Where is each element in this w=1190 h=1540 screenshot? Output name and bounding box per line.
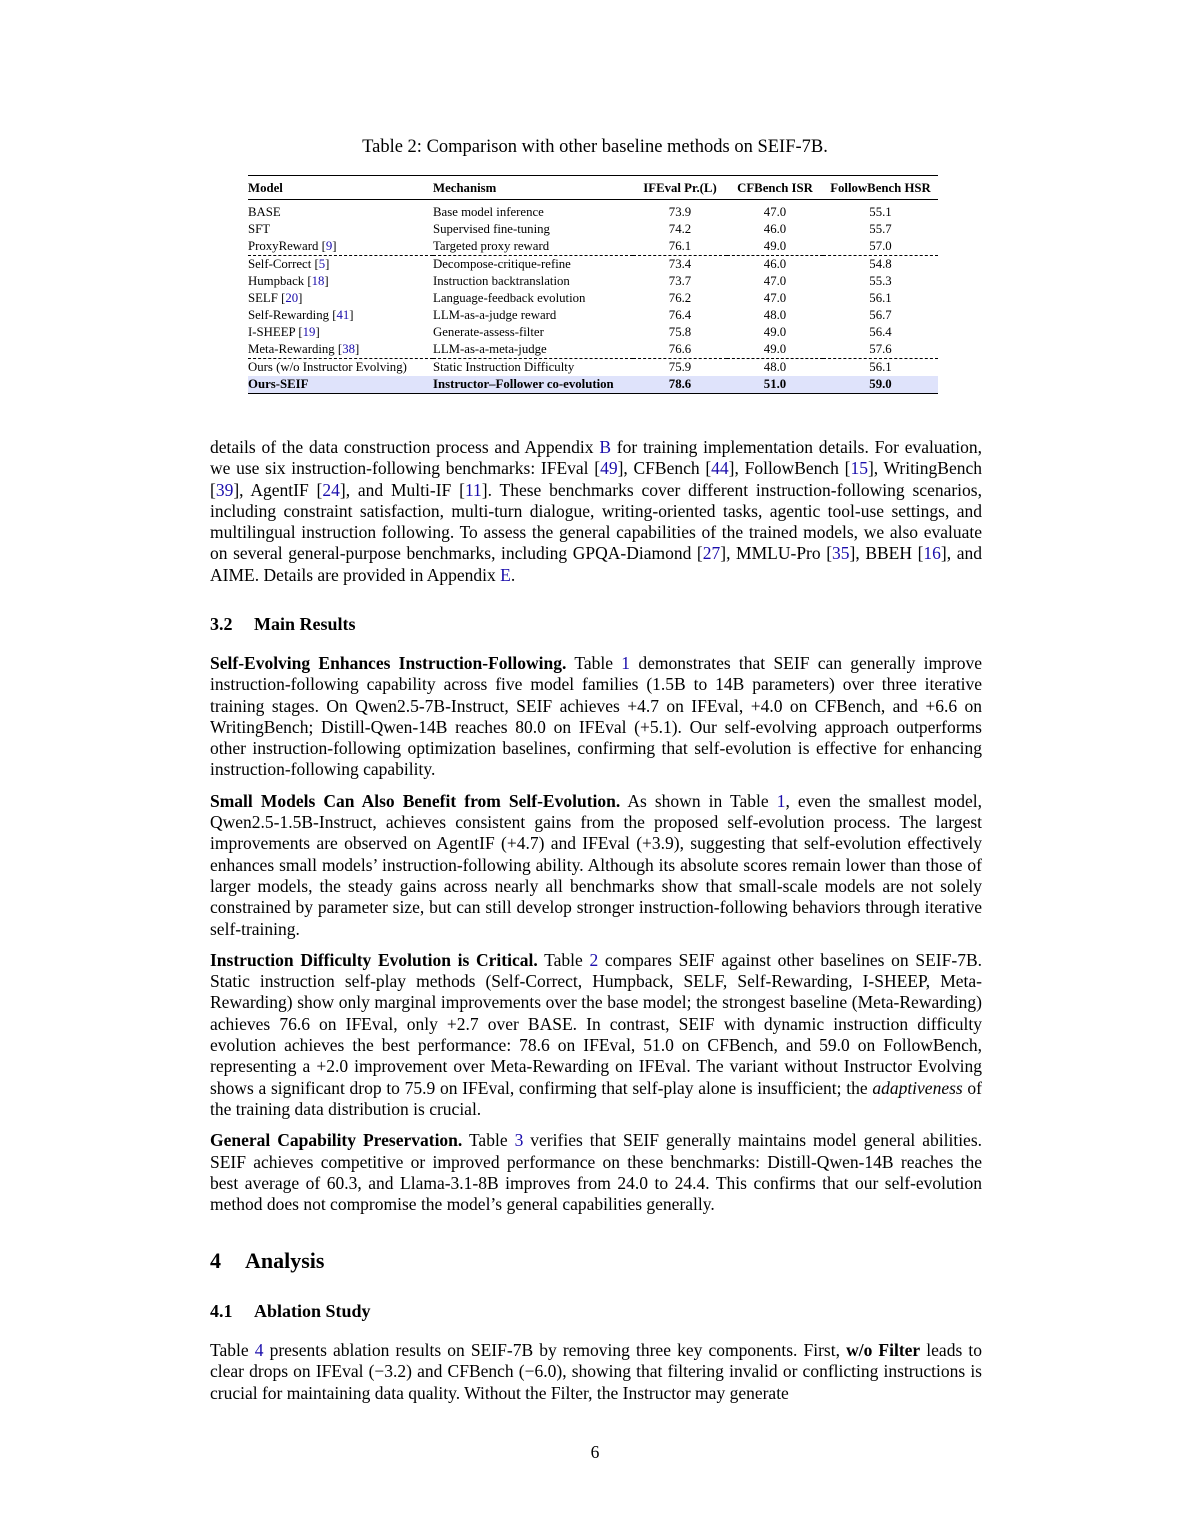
cell-model: Self-Correct [5] (248, 257, 330, 271)
result-paragraph: Self-Evolving Enhances Instruction-Following. Table 1 demonstrates that SEIF can generally improve instruction-following capability across five model families (1.5B to 14B parameters) over three iterative training stages. On Qwen2.5-7B-Instruct, SEIF achieves +4.7 on IFEval, +4.0 on CFBench, and +6.6 on WritingBench; Distill-Qwen-14B reaches 80.0 on IFEval (+5.1). Our self-evolving approach outperforms other instruction-following optimization baselines, confirming that self-evolution is effective for enhancing instruction-following capability. (210, 653, 982, 780)
section-4-heading (210, 1248, 324, 1274)
cell-mechanism: LLM-as-a-meta-judge (433, 341, 633, 359)
cell-model: Self-Rewarding [41] (248, 308, 354, 322)
col-header-cfbench: CFBench ISR (727, 176, 823, 200)
citation-link[interactable]: 35 (832, 543, 850, 564)
cell-ifeval: 76.1 (633, 238, 727, 256)
table-row (248, 307, 938, 324)
table-row (248, 341, 938, 359)
cell-mechanism: Supervised fine-tuning (433, 222, 550, 236)
cell-model: Ours (w/o Instructor Evolving) (248, 360, 407, 374)
cell-ifeval: 76.4 (668, 308, 692, 322)
cell-model: Meta-Rewarding [38] (248, 341, 433, 359)
table-body (248, 200, 938, 394)
table-row (248, 324, 938, 341)
cell-model: BASE (248, 205, 281, 219)
citation-link[interactable]: 11 (464, 479, 482, 500)
cell-followbench: 57.6 (823, 341, 938, 359)
cell-cfbench: 51.0 (727, 376, 823, 394)
citation-link[interactable]: 39 (215, 479, 234, 500)
paragraph-lead: Small Models Can Also Benefit from Self-Evolution. (210, 790, 621, 811)
section-3-2-heading (210, 614, 356, 635)
citation-link[interactable]: 41 (336, 308, 350, 322)
cell-ifeval: 73.4 (668, 257, 692, 271)
table-link[interactable]: 2 (589, 949, 599, 970)
table-link[interactable]: 1 (621, 653, 631, 673)
cell-mechanism: LLM-as-a-judge reward (433, 308, 557, 322)
cell-ifeval: 76.2 (668, 291, 692, 305)
paragraph-lead: General Capability Preservation. (210, 1130, 463, 1151)
cell-model: Humpback [18] (248, 274, 329, 288)
citation-link[interactable]: 15 (850, 458, 868, 479)
emphasis: adaptiveness (872, 1077, 963, 1098)
cell-model: I-SHEEP [19] (248, 325, 320, 339)
result-paragraph: General Capability Preservation. Table 3 verifies that SEIF generally maintains model general abilities. SEIF achieves competitive or improved performance on these benchmarks: Distill-Qwen-14B reaches the best average of 60.3, and Llama-3.1-8B improves from 24.0 to 24.4. This confirms that our self-evolution method does not compromise the model’s general capabilities generally. (210, 1130, 983, 1215)
cell-model: ProxyReward [9] (248, 238, 433, 256)
cell-mechanism: Generate-assess-filter (433, 325, 544, 339)
col-header-ifeval: IFEval Pr.(L) (633, 176, 727, 200)
col-header-model: Model (248, 176, 433, 200)
cell-cfbench: 48.0 (763, 308, 787, 322)
cell-followbench: 56.7 (869, 308, 892, 322)
section-title: Ablation Study (254, 1301, 371, 1321)
cell-followbench: 55.1 (869, 205, 892, 219)
citation-link[interactable]: 49 (600, 458, 618, 479)
cell-cfbench: 48.0 (763, 360, 787, 374)
result-paragraph: Small Models Can Also Benefit from Self-Evolution. As shown in Table 1, even the smallest model, Qwen2.5-1.5B-Instruct, achieves consistent gains from the proposed self-evolution process. The largest improvements are observed on AgentIF (+4.7) and IFEval (+3.9), suggesting that self-evolution effectively enhances small models’ instruction-following ability. Although its absolute scores remain lower than those of larger models, the steady gains across nearly all benchmarks show that small-scale models are not solely constrained by parameter size, but can still develop stronger instruction-following behaviors through iterative self-training. (210, 790, 982, 939)
table-caption: Table 2: Comparison with other baseline methods on SEIF-7B. (362, 137, 828, 157)
cell-cfbench: 49.0 (727, 341, 823, 359)
cell-model: Ours-SEIF (248, 376, 433, 394)
appendix-link[interactable]: E (500, 564, 511, 585)
cell-mechanism: Targeted proxy reward (433, 238, 633, 256)
col-header-mechanism: Mechanism (433, 176, 633, 200)
citation-link[interactable]: 44 (711, 458, 729, 479)
cell-followbench: 56.1 (869, 291, 892, 305)
table-row (248, 290, 938, 307)
appendix-link[interactable]: B (599, 437, 612, 457)
citation-link[interactable]: 9 (325, 239, 333, 253)
citation-link[interactable]: 38 (342, 342, 355, 356)
comparison-table (248, 175, 938, 394)
cell-mechanism: Instruction backtranslation (433, 274, 570, 288)
table-link[interactable]: 1 (776, 790, 786, 811)
section-title: Main Results (254, 614, 356, 634)
cell-mechanism: Instructor–Follower co-evolution (433, 376, 633, 394)
citation-link[interactable]: 18 (311, 274, 325, 288)
citation-link[interactable]: 16 (923, 543, 941, 564)
table-row (248, 221, 938, 238)
table-link[interactable]: 4 (254, 1340, 264, 1360)
cell-followbench: 55.3 (869, 274, 892, 288)
citation-link[interactable]: 20 (285, 291, 299, 305)
table-row (248, 376, 938, 394)
cell-followbench: 56.1 (869, 360, 892, 374)
cell-followbench: 59.0 (823, 376, 938, 394)
cell-followbench: 57.0 (823, 238, 938, 256)
section-title: Analysis (245, 1248, 325, 1273)
cell-mechanism: Static Instruction Difficulty (433, 360, 575, 374)
cell-ifeval: 78.6 (633, 376, 727, 394)
section-4-1-body (210, 1340, 982, 1414)
cell-cfbench: 46.0 (763, 222, 787, 236)
table-header-row (248, 176, 938, 200)
cell-ifeval: 75.9 (668, 360, 692, 374)
citation-link[interactable]: 24 (322, 479, 340, 500)
paragraph-lead: Self-Evolving Enhances Instruction-Following. (210, 653, 567, 673)
ablation-paragraph: Table 4 presents ablation results on SEIF-7B by removing three key components. First, w/o Filter leads to clear drops on IFEval (−3.2) and CFBench (−6.0), showing that filtering invalid or conflicting instructions is crucial for maintaining data quality. Without the Filter, the Instructor may generate (210, 1340, 982, 1403)
cell-ifeval: 76.6 (633, 341, 727, 359)
citation-link[interactable]: 19 (302, 325, 316, 339)
page-number: 6 (590, 1442, 600, 1462)
cell-mechanism: Decompose-critique-refine (433, 257, 571, 271)
cell-cfbench: 47.0 (763, 291, 787, 305)
intro-paragraph (210, 437, 982, 596)
cell-mechanism: Language-feedback evolution (433, 291, 586, 305)
section-4-1-heading (210, 1301, 371, 1322)
cell-cfbench: 46.0 (763, 257, 787, 271)
cell-cfbench: 47.0 (763, 274, 787, 288)
cell-cfbench: 49.0 (727, 238, 823, 256)
intro-paragraph-text: details of the data construction process and Appendix B for training implementation details. For evaluation, we use six instruction-following benchmarks: IFEval [49], CFBench [44], FollowBench [15], WritingBench [39], AgentIF [24], and Multi-IF [11]. These benchmarks cover different instruction-following scenarios, including constraint satisfaction, multi-turn dialogue, writing-oriented tasks, agentic tool-use settings, and multilingual instruction following. To assess the general capabilities of the trained models, we also evaluate on several general-purpose benchmarks, including GPQA-Diamond [27], MMLU-Pro [35], BBEH [16], and AIME. Details are provided in Appendix E. (210, 437, 982, 585)
section-number: 4.1 (210, 1301, 233, 1321)
citation-link[interactable]: 27 (702, 543, 721, 564)
table-row (248, 256, 938, 274)
cell-ifeval: 74.2 (668, 222, 692, 236)
section-number: 4 (210, 1248, 221, 1273)
cell-followbench: 56.4 (869, 325, 892, 339)
result-paragraph: Instruction Difficulty Evolution is Critical. Table 2 compares SEIF against other baselines on SEIF-7B. Static instruction self-play methods (Self-Correct, Humpback, SELF, Self-Rewarding, I-SHEEP, Meta-Rewarding) show only marginal improvements over the base model; the strongest baseline (Meta-Rewarding) achieves 76.6 on IFEval, only +2.7 over BASE. In contrast, SEIF with dynamic instruction difficulty evolution achieves the best performance: 78.6 on IFEval, 51.0 on CFBench, and 59.0 on FollowBench, representing a +2.0 improvement over Meta-Rewarding on IFEval. The variant without Instructor Evolving shows a significant drop to 75.9 on IFEval, confirming that self-play alone is insufficient; the adaptiveness of the training data distribution is crucial. (210, 949, 983, 1119)
cell-ifeval: 75.8 (668, 325, 692, 339)
col-header-followbench: FollowBench HSR (823, 176, 938, 200)
cell-model: SELF [20] (248, 291, 303, 305)
cell-cfbench: 47.0 (763, 205, 787, 219)
table-row (248, 238, 938, 256)
cell-model: SFT (248, 222, 271, 236)
emphasis: w/o Filter (846, 1340, 921, 1360)
section-3-2-body (210, 653, 982, 1225)
table-row (248, 273, 938, 290)
paragraph-lead: Instruction Difficulty Evolution is Critical. (210, 949, 538, 970)
cell-mechanism: Base model inference (433, 205, 544, 219)
cell-ifeval: 73.7 (668, 274, 692, 288)
table-row (248, 359, 938, 377)
citation-link[interactable]: 5 (318, 257, 326, 271)
table-row (248, 200, 938, 222)
table-link[interactable]: 3 (514, 1130, 524, 1151)
cell-followbench: 54.8 (869, 257, 892, 271)
cell-cfbench: 49.0 (763, 325, 787, 339)
section-number: 3.2 (210, 614, 233, 634)
cell-ifeval: 73.9 (668, 205, 692, 219)
cell-followbench: 55.7 (869, 222, 892, 236)
